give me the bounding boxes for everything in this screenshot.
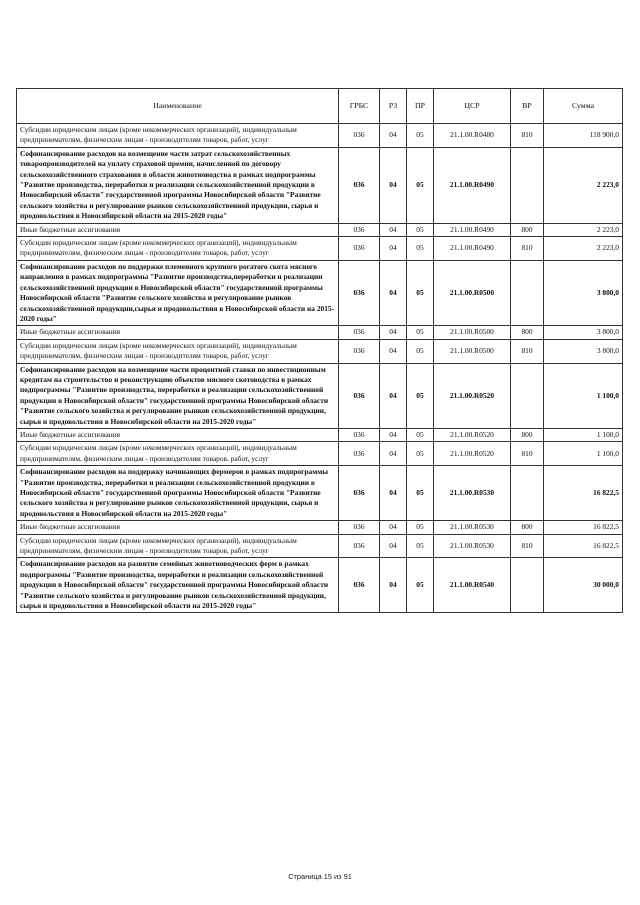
cell-name: Софинансирование расходов на возмещение части процентной ставки по инвестиционным кредитам на строительство и реконструкцию объектов мясного скотоводства в рамках подпрограммы "Развитие производства, переработки и реализации сельскохозяйственной продукции в Новосибирской области" государственной программы Новосибирской области "Развитие сельского хозяйства и регулирование рынков сельскохозяйственной продукции, сырья и продовольствия в Новосибирской области на 2015-2020 годы" <box>17 363 339 428</box>
cell-rz: 04 <box>380 223 407 236</box>
cell-pr: 05 <box>407 428 434 441</box>
cell-sum: 3 800,0 <box>544 260 623 325</box>
cell-grbs: 036 <box>339 466 380 521</box>
cell-csr: 21.1.00.R0490 <box>434 237 511 261</box>
cell-sum: 3 800,0 <box>544 339 623 363</box>
cell-sum: 1 100,0 <box>544 428 623 441</box>
cell-name: Субсидии юридическим лицам (кроме некоммерческих организаций), индивидуальным предпринимателям, физическим лицам - производителям товаров, работ, услуг <box>17 339 339 363</box>
table-row <box>17 558 623 613</box>
budget-table <box>16 88 623 613</box>
cell-csr: 21.1.00.R0480 <box>434 124 511 148</box>
budget-table-container <box>16 88 622 613</box>
table-row <box>17 466 623 521</box>
cell-vr: 810 <box>511 237 544 261</box>
table-row <box>17 363 623 428</box>
cell-grbs: 036 <box>339 326 380 339</box>
col-header-grbs: ГРБС <box>339 89 380 124</box>
cell-grbs: 036 <box>339 147 380 223</box>
cell-rz: 04 <box>380 363 407 428</box>
table-header-row <box>17 89 623 124</box>
cell-grbs: 036 <box>339 223 380 236</box>
cell-rz: 04 <box>380 124 407 148</box>
col-header-csr: ЦСР <box>434 89 511 124</box>
col-header-name: Наименование <box>17 89 339 124</box>
cell-rz: 04 <box>380 442 407 466</box>
cell-vr <box>511 558 544 613</box>
cell-rz: 04 <box>380 534 407 558</box>
cell-csr: 21.1.00.R0520 <box>434 363 511 428</box>
table-row <box>17 428 623 441</box>
cell-name: Иные бюджетные ассигнования <box>17 326 339 339</box>
cell-vr: 800 <box>511 428 544 441</box>
cell-grbs: 036 <box>339 521 380 534</box>
cell-name: Софинансирование расходов на возмещение части затрат сельскохозяйственных товаропроизводителей на уплату страховой премии, начисленной по договору сельскохозяйственного страхования в области животноводства в рамках подпрограммы "Развитие производства, переработки и реализации сельскохозяйственной продукции в Новосибирской области" государственной программы Новосибирской области "Развитие сельского хозяйства и регулирование рынков сельскохозяйственной продукции, сырья и продовольствия в Новосибирской области на 2015-2020 годы" <box>17 147 339 223</box>
cell-vr: 800 <box>511 223 544 236</box>
cell-sum: 16 822,5 <box>544 534 623 558</box>
cell-vr <box>511 147 544 223</box>
cell-rz: 04 <box>380 147 407 223</box>
cell-sum: 3 800,0 <box>544 326 623 339</box>
col-header-vr: ВР <box>511 89 544 124</box>
cell-grbs: 036 <box>339 558 380 613</box>
cell-csr: 21.1.00.R0500 <box>434 326 511 339</box>
cell-name: Софинансирование расходов на поддержку начинающих фермеров в рамках подпрограммы "Развитие производства, переработки и реализации сельскохозяйственной продукции в Новосибирской области" государственной программы Новосибирской области "Развитие сельского хозяйства и регулирование рынков сельскохозяйственной продукции, сырья и продовольствия в Новосибирской области на 2015-2020 годы" <box>17 466 339 521</box>
table-row <box>17 260 623 325</box>
cell-name: Иные бюджетные ассигнования <box>17 223 339 236</box>
cell-pr: 05 <box>407 260 434 325</box>
cell-sum: 118 900,0 <box>544 124 623 148</box>
cell-csr: 21.1.00.R0540 <box>434 558 511 613</box>
cell-name: Субсидии юридическим лицам (кроме некоммерческих организаций), индивидуальным предпринимателям, физическим лицам - производителям товаров, работ, услуг <box>17 237 339 261</box>
table-row <box>17 339 623 363</box>
cell-sum: 2 223,0 <box>544 223 623 236</box>
cell-rz: 04 <box>380 521 407 534</box>
cell-rz: 04 <box>380 326 407 339</box>
table-row <box>17 223 623 236</box>
table-row <box>17 534 623 558</box>
cell-name: Иные бюджетные ассигнования <box>17 521 339 534</box>
cell-csr: 21.1.00.R0490 <box>434 223 511 236</box>
cell-pr: 05 <box>407 363 434 428</box>
cell-csr: 21.1.00.R0530 <box>434 534 511 558</box>
cell-sum: 1 100,0 <box>544 363 623 428</box>
cell-grbs: 036 <box>339 442 380 466</box>
cell-pr: 05 <box>407 466 434 521</box>
table-body <box>17 124 623 613</box>
cell-grbs: 036 <box>339 428 380 441</box>
cell-vr: 810 <box>511 339 544 363</box>
cell-sum: 16 822,5 <box>544 521 623 534</box>
cell-sum: 2 223,0 <box>544 147 623 223</box>
cell-pr: 05 <box>407 534 434 558</box>
table-row <box>17 326 623 339</box>
cell-sum: 16 822,5 <box>544 466 623 521</box>
cell-vr: 800 <box>511 521 544 534</box>
cell-vr: 800 <box>511 326 544 339</box>
cell-pr: 05 <box>407 339 434 363</box>
cell-csr: 21.1.00.R0530 <box>434 521 511 534</box>
cell-vr: 810 <box>511 534 544 558</box>
cell-vr <box>511 466 544 521</box>
cell-rz: 04 <box>380 339 407 363</box>
cell-name: Софинансирование расходов на развитие семейных животноводческих ферм в рамках подпрограммы "Развитие производства, переработки и реализации сельскохозяйственной продукции в Новосибирской области" государственной программы Новосибирской области "Развитие сельского хозяйства и регулирование рынков сельскохозяйственной продукции, сырья и продовольствия в Новосибирской области на 2015-2020 годы" <box>17 558 339 613</box>
cell-rz: 04 <box>380 237 407 261</box>
cell-sum: 2 223,0 <box>544 237 623 261</box>
page-number: Страница 15 из 91 <box>288 872 352 881</box>
cell-pr: 05 <box>407 223 434 236</box>
table-row <box>17 521 623 534</box>
cell-pr: 05 <box>407 442 434 466</box>
table-row <box>17 442 623 466</box>
table-row <box>17 237 623 261</box>
cell-csr: 21.1.00.R0520 <box>434 428 511 441</box>
cell-csr: 21.1.00.R0500 <box>434 260 511 325</box>
col-header-pr: ПР <box>407 89 434 124</box>
cell-rz: 04 <box>380 260 407 325</box>
table-row <box>17 124 623 148</box>
cell-vr <box>511 363 544 428</box>
cell-grbs: 036 <box>339 237 380 261</box>
cell-grbs: 036 <box>339 124 380 148</box>
cell-grbs: 036 <box>339 339 380 363</box>
cell-grbs: 036 <box>339 363 380 428</box>
cell-rz: 04 <box>380 558 407 613</box>
cell-sum: 30 000,0 <box>544 558 623 613</box>
col-header-sum: Сумма <box>544 89 623 124</box>
cell-csr: 21.1.00.R0490 <box>434 147 511 223</box>
cell-pr: 05 <box>407 326 434 339</box>
cell-rz: 04 <box>380 428 407 441</box>
cell-pr: 05 <box>407 558 434 613</box>
cell-name: Субсидии юридическим лицам (кроме некоммерческих организаций), индивидуальным предпринимателям, физическим лицам - производителям товаров, работ, услуг <box>17 534 339 558</box>
cell-grbs: 036 <box>339 260 380 325</box>
cell-pr: 05 <box>407 147 434 223</box>
cell-sum: 1 100,0 <box>544 442 623 466</box>
cell-vr <box>511 260 544 325</box>
cell-csr: 21.1.00.R0500 <box>434 339 511 363</box>
cell-name: Субсидии юридическим лицам (кроме некоммерческих организаций), индивидуальным предпринимателям, физическим лицам - производителям товаров, работ, услуг <box>17 442 339 466</box>
col-header-rz: РЗ <box>380 89 407 124</box>
cell-pr: 05 <box>407 124 434 148</box>
cell-name: Субсидии юридическим лицам (кроме некоммерческих организаций), индивидуальным предпринимателям, физическим лицам - производителям товаров, работ, услуг <box>17 124 339 148</box>
table-row <box>17 147 623 223</box>
cell-csr: 21.1.00.R0520 <box>434 442 511 466</box>
cell-name: Софинансирование расходов по поддержке племенного крупного рогатого скота мясного направления в рамках подпрограммы "Развитие производства,переработки и реализации сельскохозяйственной продукции в Новосибирской области" государственной программы Новосибирской области "Развитие сельского хозяйства и регулирование рынков сельскохозяйственной продукции,сырья и продовольствия в Новосибирской области на 2015-2020 годы" <box>17 260 339 325</box>
cell-name: Иные бюджетные ассигнования <box>17 428 339 441</box>
cell-rz: 04 <box>380 466 407 521</box>
cell-grbs: 036 <box>339 534 380 558</box>
cell-vr: 810 <box>511 442 544 466</box>
cell-csr: 21.1.00.R0530 <box>434 466 511 521</box>
cell-pr: 05 <box>407 521 434 534</box>
cell-pr: 05 <box>407 237 434 261</box>
cell-vr: 810 <box>511 124 544 148</box>
